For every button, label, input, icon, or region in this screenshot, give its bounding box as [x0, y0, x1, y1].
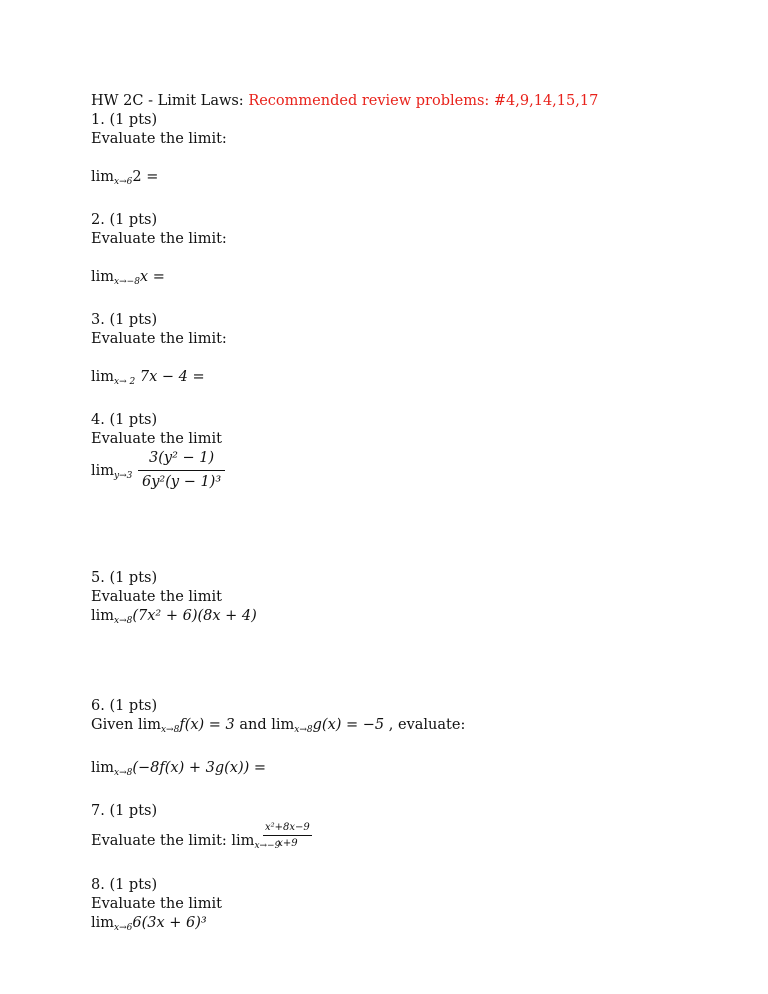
problem-1-expression: $\lim_{x\to 6}2$ =	[91, 169, 159, 187]
fraction-denominator: 6y²(y − 1)³	[142, 474, 222, 490]
fraction-numerator: x²+8x−9	[263, 821, 312, 836]
problem-8-expression: $\lim_{x\to 6}6(3x + 6)^3$	[91, 915, 207, 933]
problem-3-prompt: Evaluate the limit:	[91, 331, 227, 347]
problem-2-prompt: Evaluate the limit:	[91, 231, 227, 247]
problem-4-fraction	[138, 449, 225, 492]
homework-document	[91, 92, 711, 938]
homework-title: HW 2C - Limit Laws:	[91, 93, 249, 109]
problem-6-heading: 6. (1 pts)	[91, 698, 158, 714]
problem-6-expression: $\lim_{x\to 8}(-8f(x) + 3g(x))$ =	[91, 760, 267, 778]
problem-4-prompt: Evaluate the limit	[91, 431, 222, 447]
fraction-numerator: 3(y² − 1)	[138, 449, 225, 471]
header-line	[91, 92, 711, 111]
fraction-denominator: x+9	[277, 838, 298, 849]
problem-5-expression: $\lim_{x\to 8}(7x^2 + 6)(8x + 4)$	[91, 608, 257, 626]
problem-4-expression: $\lim_{y\to 3}$ $\frac{\text{3(y² − 1)}}{\text{6y²(y − 1)³}}$	[91, 449, 711, 493]
problem-3-heading: 3. (1 pts)	[91, 312, 158, 328]
problem-5-prompt: Evaluate the limit	[91, 589, 222, 605]
problem-7-fraction	[263, 821, 312, 850]
problem-7-expression: Evaluate the limit: $\lim_{x\to-9}$ $\frac{\text{x²+8x−9}}{x+9}$	[91, 822, 310, 851]
problem-5-heading: 5. (1 pts)	[91, 570, 158, 586]
problem-2-heading: 2. (1 pts)	[91, 212, 158, 228]
review-problems-note: Recommended review problems: #4,9,14,15,17	[248, 93, 599, 109]
problem-1-prompt: Evaluate the limit:	[91, 131, 227, 147]
problem-8-heading: 8. (1 pts)	[91, 877, 158, 893]
problem-6-given: Given $\lim_{x\to 8}f(x) = 3$ and $\lim_{x\to 8}g(x) = -5$ , evaluate:	[91, 717, 466, 735]
problem-4-heading: 4. (1 pts)	[91, 412, 158, 428]
problem-3-expression: $\lim_{x\to 2} 7x - 4$ =	[91, 369, 205, 387]
problem-2-expression: $\lim_{x\to-8}x$ =	[91, 269, 165, 287]
problem-8-prompt: Evaluate the limit	[91, 896, 222, 912]
problem-1-heading: 1. (1 pts)	[91, 112, 158, 128]
problem-7-heading: 7. (1 pts)	[91, 803, 158, 819]
